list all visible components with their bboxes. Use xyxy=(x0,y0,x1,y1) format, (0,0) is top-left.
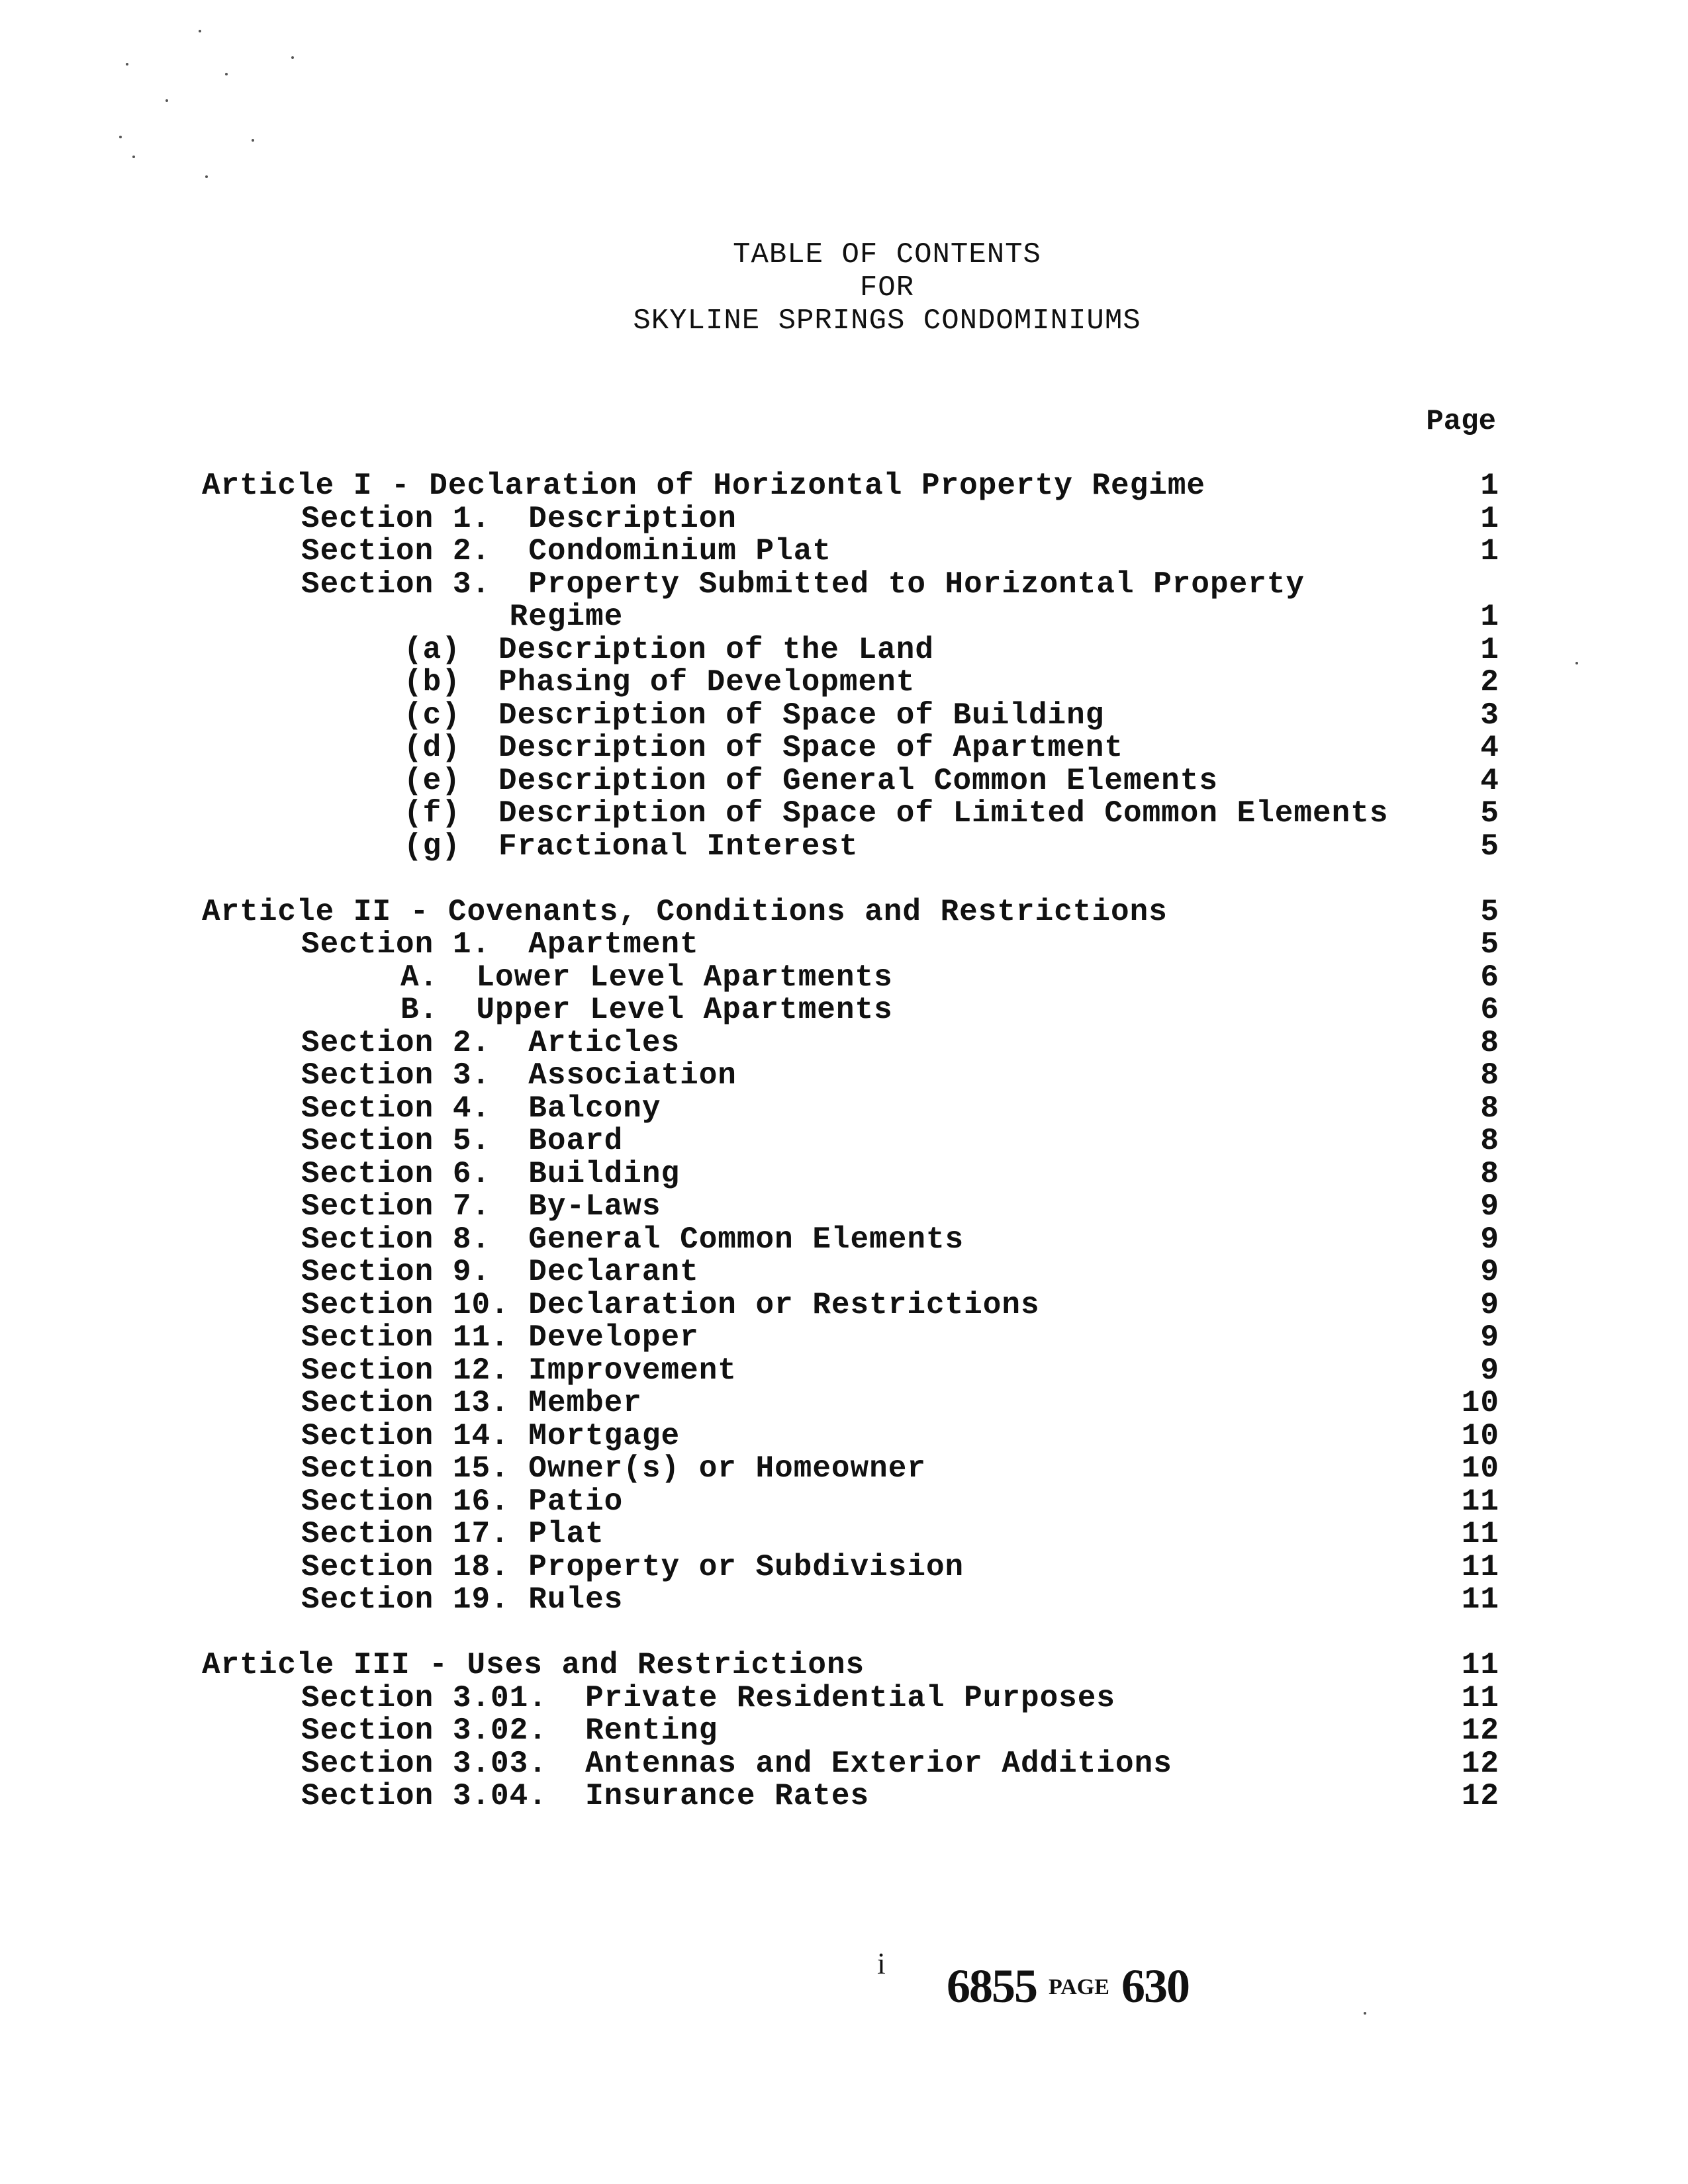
toc-list xyxy=(202,470,1499,1813)
page-number: 11 xyxy=(1461,1582,1499,1617)
page-number: 8 xyxy=(1480,1058,1499,1093)
spacer xyxy=(202,863,1499,896)
title-line-1: TABLE OF CONTENTS xyxy=(733,238,1041,271)
toc-entry xyxy=(202,1715,1499,1748)
page-number: 8 xyxy=(1480,1025,1499,1060)
entry-label: Section 5. Board xyxy=(301,1124,624,1158)
page-number: 10 xyxy=(1461,1386,1499,1420)
entry-label: (g) Fractional Interest xyxy=(404,829,859,864)
entry-label: Section 11. Developer xyxy=(301,1320,699,1355)
toc-entry xyxy=(202,700,1499,733)
page-number: 12 xyxy=(1461,1713,1499,1748)
article-title: Article II - Covenants, Conditions and Restrictions xyxy=(202,894,1168,929)
entry-label: Section 3.03. Antennas and Exterior Additions xyxy=(301,1746,1172,1781)
page-number: 1 xyxy=(1480,501,1499,536)
page-number: 9 xyxy=(1480,1320,1499,1355)
toc-entry xyxy=(202,535,1499,569)
entry-label: Section 3. Property Submitted to Horizontal Property xyxy=(301,567,1305,602)
toc-entry xyxy=(202,569,1499,602)
toc-entry xyxy=(202,1486,1499,1519)
page-number: 12 xyxy=(1461,1746,1499,1781)
scan-speck xyxy=(132,156,135,158)
entry-label: Section 10. Declaration or Restrictions xyxy=(301,1287,1040,1322)
recorded-page-number: 630 xyxy=(1121,1960,1189,2013)
page-number: 4 xyxy=(1480,763,1499,798)
entry-label: Section 3. Association xyxy=(301,1058,737,1093)
stamp-word: PAGE xyxy=(1049,1975,1109,1999)
page-column-label: Page xyxy=(1426,405,1496,438)
toc-entry xyxy=(202,765,1499,798)
toc-entry xyxy=(202,666,1499,700)
entry-label: Section 3.04. Insurance Rates xyxy=(301,1779,870,1813)
toc-entry xyxy=(202,1224,1499,1257)
page-number: 10 xyxy=(1461,1418,1499,1453)
toc-entry xyxy=(202,831,1499,864)
title-line-3: SKYLINE SPRINGS CONDOMINIUMS xyxy=(633,304,1141,338)
title-line-2: FOR xyxy=(859,271,915,304)
page-number: 9 xyxy=(1480,1255,1499,1289)
entry-label: (b) Phasing of Development xyxy=(404,665,915,700)
toc-entry xyxy=(202,1355,1499,1388)
toc-entry xyxy=(202,962,1499,995)
entry-label: Section 3.01. Private Residential Purposes xyxy=(301,1680,1115,1715)
article-heading xyxy=(202,896,1499,929)
page-number: 5 xyxy=(1480,927,1499,962)
scan-speck xyxy=(205,175,208,178)
scan-speck xyxy=(1575,662,1578,664)
toc-entry xyxy=(202,1060,1499,1093)
page-number: 11 xyxy=(1461,1680,1499,1715)
page-number: 9 xyxy=(1480,1287,1499,1322)
toc-entry xyxy=(202,634,1499,667)
page-number: 6 xyxy=(1480,960,1499,995)
entry-label: Section 12. Improvement xyxy=(301,1353,737,1388)
page-number: 10 xyxy=(1461,1451,1499,1486)
page-number: 12 xyxy=(1461,1779,1499,1813)
toc-entry xyxy=(202,503,1499,536)
page-number: 9 xyxy=(1480,1189,1499,1224)
entry-label: Regime xyxy=(301,600,624,634)
page-number: 1 xyxy=(1480,534,1499,569)
scan-speck xyxy=(252,139,254,142)
entry-label: Section 7. By-Laws xyxy=(301,1189,661,1224)
document-title xyxy=(0,238,1688,338)
entry-label: Section 2. Condominium Plat xyxy=(301,534,831,569)
page-number: 3 xyxy=(1480,698,1499,733)
page-number: 8 xyxy=(1480,1124,1499,1158)
entry-label: (a) Description of the Land xyxy=(404,632,934,667)
roman-page-number: i xyxy=(877,1946,886,1980)
page-number: 6 xyxy=(1480,993,1499,1027)
entry-label: Section 15. Owner(s) or Homeowner xyxy=(301,1451,926,1486)
page-number: 5 xyxy=(1480,894,1499,929)
toc-entry xyxy=(202,1551,1499,1584)
page-number: 2 xyxy=(1480,665,1499,700)
entry-label: Section 2. Articles xyxy=(301,1025,680,1060)
entry-label: (c) Description of Space of Building xyxy=(404,698,1105,733)
book-page-stamp xyxy=(947,1959,1189,2014)
article-title: Article I - Declaration of Horizontal Property Regime xyxy=(202,469,1206,503)
entry-label: Section 13. Member xyxy=(301,1386,642,1420)
toc-entry xyxy=(202,1453,1499,1486)
scan-speck xyxy=(126,63,128,66)
toc-entry xyxy=(202,1518,1499,1551)
entry-label: A. Lower Level Apartments xyxy=(400,960,893,995)
toc-entry xyxy=(202,601,1499,634)
article-heading xyxy=(202,470,1499,503)
page-number: 4 xyxy=(1480,731,1499,765)
scan-speck xyxy=(225,73,228,75)
toc-entry xyxy=(202,1289,1499,1322)
toc-entry xyxy=(202,1191,1499,1224)
toc-entry xyxy=(202,1093,1499,1126)
toc-entry xyxy=(202,1387,1499,1420)
page-number: 1 xyxy=(1480,600,1499,634)
page-number: 11 xyxy=(1461,1648,1499,1682)
entry-label: Section 1. Description xyxy=(301,501,737,536)
entry-label: (f) Description of Space of Limited Common Elements xyxy=(404,796,1389,831)
page-number: 8 xyxy=(1480,1091,1499,1126)
entry-label: Section 19. Rules xyxy=(301,1582,624,1617)
toc-entry xyxy=(202,1256,1499,1289)
scan-speck xyxy=(1364,2012,1366,2015)
page-number: 5 xyxy=(1480,796,1499,831)
entry-label: Section 8. General Common Elements xyxy=(301,1222,964,1257)
page-number: 8 xyxy=(1480,1156,1499,1191)
entry-label: (e) Description of General Common Elements xyxy=(404,763,1218,798)
page-number: 11 xyxy=(1461,1484,1499,1519)
toc-entry xyxy=(202,1420,1499,1453)
entry-label: Section 14. Mortgage xyxy=(301,1418,680,1453)
toc-entry xyxy=(202,1158,1499,1191)
toc-entry xyxy=(202,732,1499,765)
toc-entry xyxy=(202,994,1499,1027)
page-number: 5 xyxy=(1480,829,1499,864)
entry-label: B. Upper Level Apartments xyxy=(400,993,893,1027)
toc-entry xyxy=(202,929,1499,962)
page-number: 1 xyxy=(1480,632,1499,667)
toc-entry xyxy=(202,1682,1499,1715)
entry-label: Section 17. Plat xyxy=(301,1517,604,1551)
entry-label: Section 6. Building xyxy=(301,1156,680,1191)
entry-label: Section 16. Patio xyxy=(301,1484,624,1519)
toc-entry xyxy=(202,1748,1499,1781)
entry-label: Section 1. Apartment xyxy=(301,927,699,962)
scan-speck xyxy=(291,56,294,59)
spacer xyxy=(202,1617,1499,1650)
scan-speck xyxy=(165,99,168,102)
page-number: 1 xyxy=(1480,469,1499,503)
article-title: Article III - Uses and Restrictions xyxy=(202,1648,865,1682)
toc-entry xyxy=(202,1780,1499,1813)
scan-speck xyxy=(199,30,201,32)
toc-entry xyxy=(202,1584,1499,1617)
scan-speck xyxy=(119,136,122,138)
toc-entry xyxy=(202,1125,1499,1158)
page-number: 11 xyxy=(1461,1549,1499,1584)
book-number: 6855 xyxy=(947,1960,1037,2013)
toc-entry xyxy=(202,1027,1499,1060)
entry-label: Section 3.02. Renting xyxy=(301,1713,718,1748)
entry-label: Section 18. Property or Subdivision xyxy=(301,1549,964,1584)
toc-entry xyxy=(202,797,1499,831)
entry-label: Section 9. Declarant xyxy=(301,1255,699,1289)
entry-label: (d) Description of Space of Apartment xyxy=(404,731,1123,765)
article-heading xyxy=(202,1649,1499,1682)
page-number: 9 xyxy=(1480,1353,1499,1388)
page-number: 9 xyxy=(1480,1222,1499,1257)
toc-entry xyxy=(202,1322,1499,1355)
page-number: 11 xyxy=(1461,1517,1499,1551)
entry-label: Section 4. Balcony xyxy=(301,1091,661,1126)
